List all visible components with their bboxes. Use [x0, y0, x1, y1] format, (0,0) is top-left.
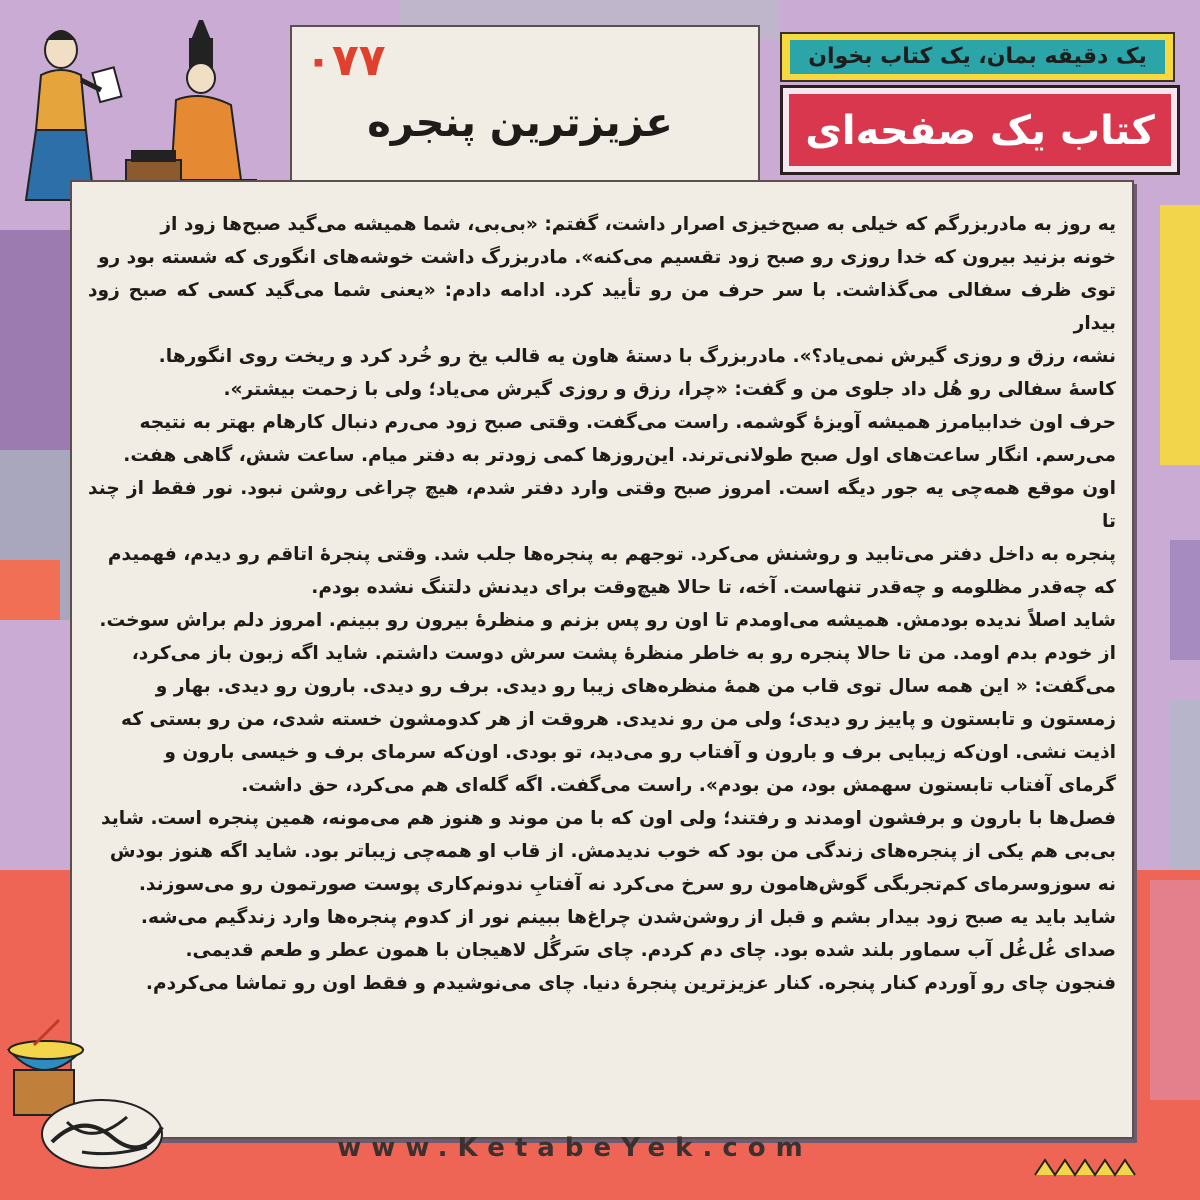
- story-paper: [70, 180, 1134, 1139]
- logo-slogan-text: یک دقیقه بمان، یک کتاب بخوان: [790, 40, 1165, 74]
- story-line: نشه، رزق و روزی گیرش نمی‌یاد؟». مادربزرگ با دستهٔ هاون یه قالب یخ رو خُرد کرد و ریخت روی انگورها.: [158, 346, 1116, 367]
- bg-right-grey: [1170, 700, 1200, 870]
- website-url: www.KetabeYek.com: [337, 1133, 813, 1163]
- story-line: که چه‌قدر مظلومه و چه‌قدر تنهاست. آخه، تا حالا هیچ‌وقت برای دیدنش دلتنگ نشده بودم.: [311, 577, 1116, 598]
- story-line: زمستون و تابستون و پاییز رو دیدی؛ ولی من رو ندیدی. هروقت از هر کدومشون خسته شدی، من رو بستی که: [120, 709, 1116, 730]
- story-line: حرف اون خدابیامرز همیشه آویزهٔ گوشمه. راست می‌گفت. وقتی صبح زود می‌رم دنبال کارهام بهتر به نتیجه: [139, 412, 1116, 433]
- story-line: شاید اصلاً ندیده بودمش. همیشه می‌اومدم تا اون رو پس بزنم و منظرهٔ بیرون رو ببینم. امروز دلم براش سوخت.: [99, 610, 1116, 631]
- story-line: فنجون چای رو آوردم کنار پنجره. کنار عزیزترین پنجرهٔ دنیا. چای می‌نوشیدم و فقط اون رو تماشا می‌کردم.: [145, 973, 1116, 994]
- story-line: نه سوزوسرمای کم‌تجربگی گوش‌هامون رو سرخ می‌کرد نه آفتابِ ندونم‌کاری پوست صورتمون رو می‌سوزند.: [138, 874, 1116, 895]
- story-line: گرمای آفتاب تابستون سهمش بود، من بودم». راست می‌گفت. اگه گله‌ای هم می‌کرد، حق داشت.: [241, 775, 1116, 796]
- bg-right-yellow: [1160, 205, 1200, 465]
- logo-slogan: [780, 32, 1175, 82]
- decor-zigzag-icon: [1030, 1150, 1150, 1180]
- story-line: می‌رسم. انگار ساعت‌های اول صبح طولانی‌ترند. این‌روزها کمی زودتر به دفتر میام. ساعت شش، گاهی هفت.: [123, 445, 1116, 466]
- story-line: بی‌بی هم یکی از پنجره‌های زندگی من بود که خوب ندیدمش. از قاب او همه‌چی زیباتر بود. شاید اگه هنوز بودش: [109, 841, 1116, 862]
- bg-left-salmon: [0, 560, 60, 620]
- story-line: شاید باید یه صبح زود بیدار بشم و قبل از روشن‌شدن چراغ‌ها ببینم نور از کدوم پنجره‌ها وارد زندگیم می‌شه.: [140, 907, 1116, 928]
- page-title: عزیزترین پنجره: [367, 100, 673, 146]
- story-line: خونه بزنید بیرون که خدا روزی رو صبح زود تقسیم می‌کنه». مادربزرگ داشت خوشه‌های انگوری که شسته بود رو: [97, 247, 1116, 268]
- bg-right-pink: [1150, 880, 1200, 1100]
- story-line: اذیت نشی. اون‌که زیبایی برف و بارون و آفتاب رو می‌دید، تو بودی. اون‌که سرمای برف و خیسی بارون و: [164, 742, 1116, 763]
- story-line: پنجره به داخل دفتر می‌تابید و روشنش می‌کرد. توجهم به پنجره‌ها جلب شد. وقتی پنجرهٔ اتاقم رو دیدم، فهمیدم: [107, 544, 1116, 565]
- story-line: کاسهٔ سفالی رو هُل داد جلوی من و گفت: «چرا، رزق و روزی گیرش می‌یاد؛ ولی با زحمت بیشتر».: [223, 379, 1116, 400]
- story-line: یه روز به مادربزرگم که خیلی به صبح‌خیزی اصرار داشت، گفتم: «بی‌بی، شما همیشه می‌گید صبح‌ها زود از: [160, 214, 1116, 235]
- story-line: فصل‌ها با بارون و برفشون اومدند و رفتند؛ ولی اون که با من موند و هنوز هم می‌مونه، همین پنجره است. شاید: [100, 808, 1116, 829]
- signature-icon: [32, 1092, 192, 1172]
- story-line: از خودم بدم اومد. من تا حالا پنجره رو به خاطر منظرهٔ پشت سرش دوست داشتم. شاید اگه زبون باز می‌کرد،: [131, 643, 1116, 664]
- story-line: توی ظرف سفالی می‌گذاشت. با سر حرف من رو تأیید کرد. ادامه دادم: «یعنی شما می‌گید کسی که صبح زود بیدار: [88, 280, 1116, 334]
- logo-main: [780, 85, 1180, 175]
- bg-right-purple: [1170, 540, 1200, 660]
- logo-main-text: کتاب یک صفحه‌ای: [789, 94, 1171, 166]
- story-line: صدای غُل‌غُل آب سماور بلند شده بود. چای دم کردم. چای سَرگُل لاهیجان با همون عطر و طعم قدیمی.: [185, 940, 1116, 961]
- story-number: ۰۷۷: [305, 35, 386, 86]
- story-line: می‌گفت: « این همه سال توی قاب من همهٔ منظره‌های زیبا رو دیدی. برف رو دیدی. بارون رو دیدی. بهار و: [155, 676, 1116, 697]
- story-text: [88, 208, 1116, 1000]
- story-line: اون موقع همه‌چی یه جور دیگه است. امروز صبح وقتی وارد دفتر شدم، هیچ چراغی روشن نبود. نور فقط از چند تا: [88, 478, 1116, 532]
